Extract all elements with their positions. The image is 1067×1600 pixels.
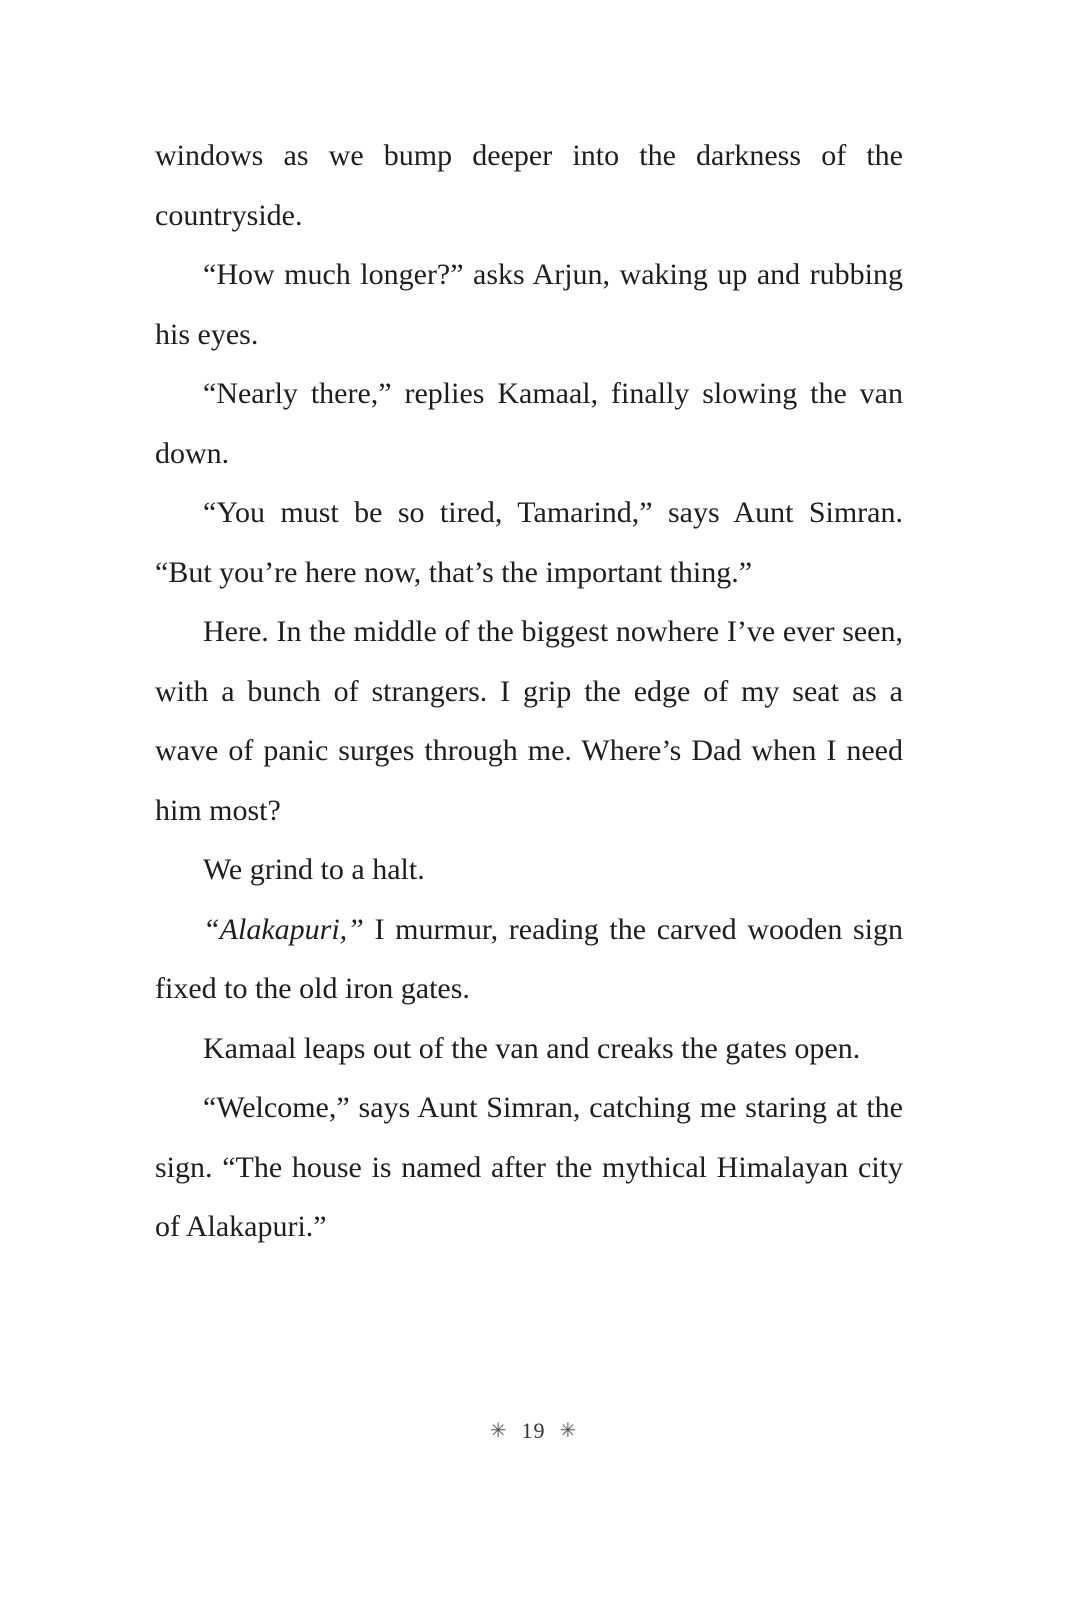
page-number: 19: [521, 1418, 546, 1443]
paragraph-1: windows as we bump deeper into the darkness of the countryside.: [155, 139, 903, 232]
paragraph-7: [155, 900, 903, 1019]
paragraph-4: “You must be so tired, Tamarind,” says Aunt Simran. “But you’re here now, that’s the important thing.”: [155, 496, 903, 589]
paragraph-9: “Welcome,” says Aunt Simran, catching me staring at the sign. “The house is named after the mythical Himalayan city of Alakapuri.”: [155, 1091, 903, 1243]
paragraph-2: “How much longer?” asks Arjun, waking up and rubbing his eyes.: [155, 258, 903, 351]
star-ornament-icon: ✳: [559, 1420, 578, 1442]
paragraph-5: Here. In the middle of the biggest nowhere I’ve ever seen, with a bunch of strangers. I grip the edge of my seat as a wave of panic surges through me. Where’s Dad when I need him most?: [155, 615, 903, 827]
star-ornament-icon: ✳: [489, 1420, 508, 1442]
paragraph-6: We grind to a halt.: [203, 853, 425, 886]
page-footer: [0, 1418, 1067, 1444]
body-text: [155, 126, 903, 1257]
paragraph-8: Kamaal leaps out of the van and creaks the gates open.: [203, 1031, 861, 1065]
italic-house-name: “Alakapuri,”: [203, 912, 364, 946]
paragraph-7-text: I murmur, reading the carved wooden sign fixed to the old iron gates.: [155, 912, 903, 1005]
paragraph-3: “Nearly there,” replies Kamaal, finally slowing the van down.: [155, 377, 903, 470]
